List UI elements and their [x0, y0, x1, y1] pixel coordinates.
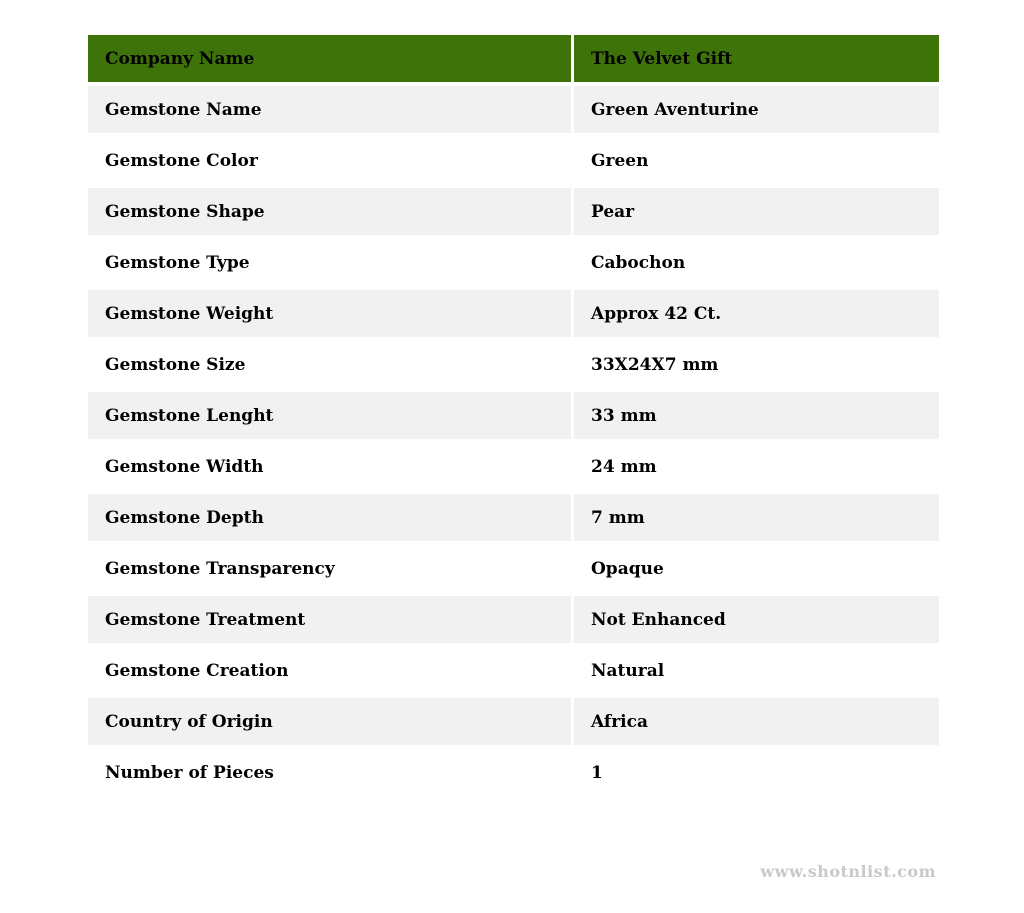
- header-label-cell: Company Name: [88, 35, 571, 82]
- spec-label-cell: Gemstone Width: [88, 443, 571, 490]
- table-row: [88, 647, 939, 694]
- spec-label-cell: Country of Origin: [88, 698, 571, 745]
- table-row: [88, 494, 939, 541]
- spec-value-cell: 1: [574, 749, 939, 796]
- table-row: [88, 545, 939, 592]
- table-row: [88, 749, 939, 796]
- spec-label-cell: Gemstone Depth: [88, 494, 571, 541]
- spec-value-cell: Cabochon: [574, 239, 939, 286]
- spec-value-cell: Approx 42 Ct.: [574, 290, 939, 337]
- spec-label-cell: Gemstone Lenght: [88, 392, 571, 439]
- spec-value-cell: Not Enhanced: [574, 596, 939, 643]
- spec-label-cell: Gemstone Type: [88, 239, 571, 286]
- spec-label-cell: Gemstone Color: [88, 137, 571, 184]
- watermark-website-text: www.shotnlist.com: [760, 862, 936, 881]
- spec-label-cell: Gemstone Weight: [88, 290, 571, 337]
- spec-value-cell: Opaque: [574, 545, 939, 592]
- table-row: [88, 341, 939, 388]
- spec-label-cell: Gemstone Name: [88, 86, 571, 133]
- table-header-row: [88, 35, 939, 82]
- table-row: [88, 698, 939, 745]
- spec-value-cell: 33 mm: [574, 392, 939, 439]
- spec-value-cell: 33X24X7 mm: [574, 341, 939, 388]
- spec-label-cell: Gemstone Treatment: [88, 596, 571, 643]
- spec-label-cell: Gemstone Creation: [88, 647, 571, 694]
- spec-value-cell: Green Aventurine: [574, 86, 939, 133]
- spec-value-cell: 7 mm: [574, 494, 939, 541]
- table-row: [88, 137, 939, 184]
- spec-label-cell: Number of Pieces: [88, 749, 571, 796]
- table-row: [88, 596, 939, 643]
- table-row: [88, 188, 939, 235]
- table-row: [88, 239, 939, 286]
- table-row: [88, 86, 939, 133]
- spec-value-cell: Natural: [574, 647, 939, 694]
- table-row: [88, 392, 939, 439]
- spec-value-cell: Green: [574, 137, 939, 184]
- spec-value-cell: 24 mm: [574, 443, 939, 490]
- spec-label-cell: Gemstone Size: [88, 341, 571, 388]
- spec-label-cell: Gemstone Transparency: [88, 545, 571, 592]
- spec-value-cell: Pear: [574, 188, 939, 235]
- header-value-cell: The Velvet Gift: [574, 35, 939, 82]
- table-row: [88, 290, 939, 337]
- gemstone-spec-table: [85, 31, 942, 800]
- spec-label-cell: Gemstone Shape: [88, 188, 571, 235]
- spec-value-cell: Africa: [574, 698, 939, 745]
- table-row: [88, 443, 939, 490]
